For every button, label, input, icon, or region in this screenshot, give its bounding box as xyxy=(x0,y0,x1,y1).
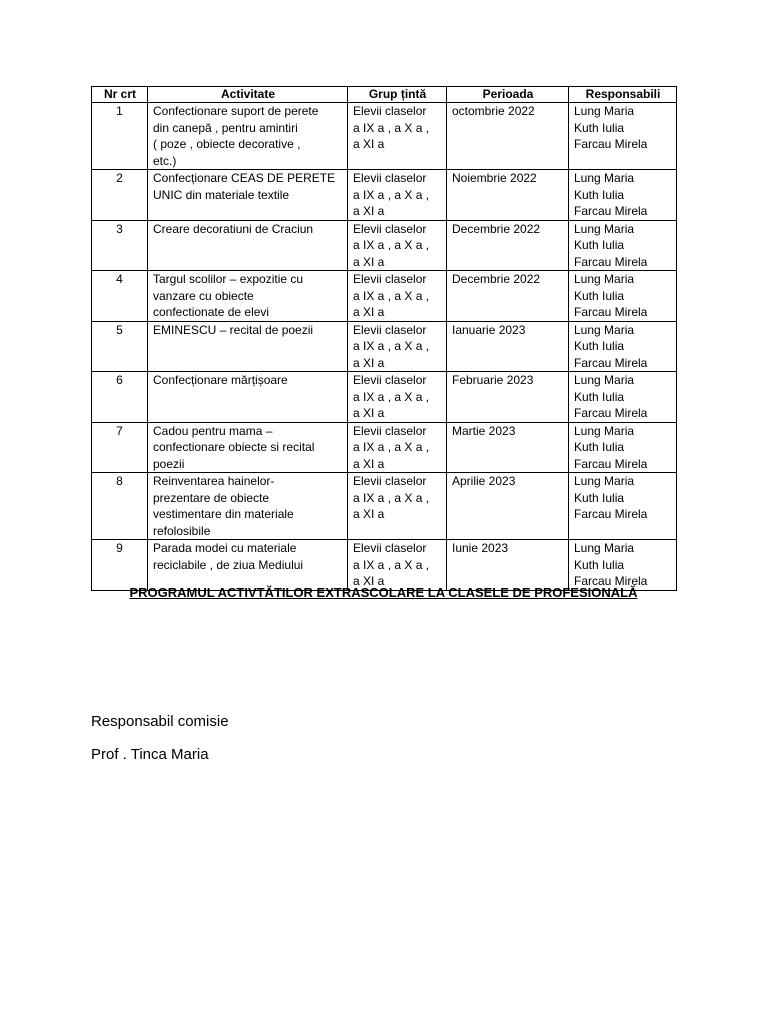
cell-grup-tinta xyxy=(348,103,447,170)
cell-grup-tinta xyxy=(348,473,447,540)
cell-grup-tinta-line: a IX a , a X a , xyxy=(353,389,430,404)
cell-responsabili-line: Lung Maria xyxy=(574,541,635,555)
cell-activitate-line: din canepă , pentru amintiri xyxy=(153,120,298,135)
cell-responsabili-line: Kuth Iulia xyxy=(574,440,625,454)
cell-responsabili-line: Lung Maria xyxy=(574,474,635,488)
table-row xyxy=(92,271,677,322)
cell-activitate-line: reciclabile , de ziua Mediului xyxy=(153,557,304,572)
cell-nr-crt: 8 xyxy=(92,473,148,540)
cell-perioada: Decembrie 2022 xyxy=(447,220,569,271)
cell-nr-crt: 5 xyxy=(92,321,148,372)
cell-responsabili-line: Kuth Iulia xyxy=(574,238,625,252)
cell-responsabili-line: Farcau Mirela xyxy=(574,137,648,151)
cell-responsabili xyxy=(569,220,677,271)
signature-block xyxy=(91,711,229,777)
cell-responsabili-line: Kuth Iulia xyxy=(574,557,625,572)
cell-grup-tinta-line: a IX a , a X a , xyxy=(353,238,430,252)
cell-activitate-line: Confecționare CEAS DE PERETE xyxy=(153,171,336,185)
signature-name: Prof . Tinca Maria xyxy=(91,746,209,763)
cell-responsabili-line: Kuth Iulia xyxy=(574,187,625,202)
cell-responsabili-line: Lung Maria xyxy=(574,322,635,337)
signature-role: Responsabil comisie xyxy=(91,713,229,730)
cell-responsabili-line: Farcau Mirela xyxy=(574,456,648,471)
page-title: PROGRAMUL ACTIVTĂTILOR EXTRASCOLARE LA CLASELE DE PROFESIONALĂ xyxy=(129,585,638,600)
cell-perioada: Martie 2023 xyxy=(447,422,569,473)
cell-nr-crt: 7 xyxy=(92,422,148,473)
cell-responsabili xyxy=(569,271,677,322)
cell-grup-tinta-line: Elevii claselor xyxy=(353,104,427,118)
cell-responsabili-line: Lung Maria xyxy=(574,221,635,236)
cell-responsabili-line: Farcau Mirela xyxy=(574,305,648,319)
cell-activitate-line: confectionate de elevi xyxy=(153,305,270,319)
cell-grup-tinta-line: Elevii claselor xyxy=(353,474,427,488)
table-row xyxy=(92,321,677,372)
cell-responsabili-line: Lung Maria xyxy=(574,104,635,118)
cell-responsabili-line: Farcau Mirela xyxy=(574,254,648,269)
header-grup-tinta: Grup țintă xyxy=(348,87,447,103)
cell-responsabili xyxy=(569,540,677,591)
cell-grup-tinta-line: a IX a , a X a , xyxy=(353,490,430,505)
cell-grup-tinta-line: a XI a xyxy=(353,137,385,151)
cell-responsabili xyxy=(569,473,677,540)
cell-grup-tinta xyxy=(348,372,447,423)
header-activitate: Activitate xyxy=(148,87,348,103)
cell-responsabili xyxy=(569,170,677,221)
cell-activitate xyxy=(148,271,348,322)
cell-activitate-line: prezentare de obiecte xyxy=(153,490,270,505)
cell-activitate-line: etc.) xyxy=(153,153,177,168)
cell-activitate-line: vestimentare din materiale xyxy=(153,507,294,521)
cell-activitate-line: EMINESCU – recital de poezii xyxy=(153,322,314,337)
cell-activitate-line: Targul scolilor – expozitie cu xyxy=(153,272,304,286)
cell-activitate-line: Cadou pentru mama – xyxy=(153,423,273,438)
cell-grup-tinta-line: Elevii claselor xyxy=(353,541,427,555)
cell-activitate-line: Reinventarea hainelor- xyxy=(153,474,275,488)
cell-grup-tinta xyxy=(348,540,447,591)
cell-grup-tinta-line: Elevii claselor xyxy=(353,423,427,438)
table-row xyxy=(92,372,677,423)
table-row xyxy=(92,540,677,591)
cell-activitate xyxy=(148,540,348,591)
cell-grup-tinta xyxy=(348,271,447,322)
table-row xyxy=(92,422,677,473)
cell-responsabili-line: Lung Maria xyxy=(574,373,635,387)
cell-grup-tinta-line: a IX a , a X a , xyxy=(353,339,430,353)
cell-responsabili xyxy=(569,321,677,372)
cell-responsabili xyxy=(569,422,677,473)
cell-perioada: Aprilie 2023 xyxy=(447,473,569,540)
cell-grup-tinta-line: Elevii claselor xyxy=(353,322,427,337)
header-responsabili: Responsabili xyxy=(569,87,677,103)
cell-perioada: octombrie 2022 xyxy=(447,103,569,170)
table-body xyxy=(92,103,677,591)
cell-nr-crt: 6 xyxy=(92,372,148,423)
cell-activitate xyxy=(148,170,348,221)
cell-grup-tinta-line: a XI a xyxy=(353,406,385,420)
cell-grup-tinta-line: a XI a xyxy=(353,456,385,471)
cell-perioada: Iunie 2023 xyxy=(447,540,569,591)
table-row xyxy=(92,220,677,271)
cell-activitate-line: Confecționare mărțișoare xyxy=(153,373,288,387)
cell-activitate xyxy=(148,422,348,473)
cell-grup-tinta-line: Elevii claselor xyxy=(353,221,427,236)
cell-responsabili-line: Kuth Iulia xyxy=(574,288,625,303)
cell-activitate-line: vanzare cu obiecte xyxy=(153,288,254,303)
cell-grup-tinta-line: a IX a , a X a , xyxy=(353,440,430,454)
cell-grup-tinta-line: a IX a , a X a , xyxy=(353,557,430,572)
cell-activitate-line: confectionare obiecte si recital xyxy=(153,440,315,454)
cell-activitate xyxy=(148,103,348,170)
cell-grup-tinta xyxy=(348,220,447,271)
cell-activitate-line: refolosibile xyxy=(153,523,211,538)
cell-responsabili-line: Kuth Iulia xyxy=(574,339,625,353)
cell-grup-tinta-line: a IX a , a X a , xyxy=(353,187,430,202)
cell-grup-tinta xyxy=(348,321,447,372)
cell-perioada: Noiembrie 2022 xyxy=(447,170,569,221)
cell-nr-crt: 4 xyxy=(92,271,148,322)
cell-responsabili xyxy=(569,372,677,423)
header-perioada: Perioada xyxy=(447,87,569,103)
cell-perioada: Decembrie 2022 xyxy=(447,271,569,322)
cell-activitate-line: poezii xyxy=(153,456,185,471)
table-row xyxy=(92,170,677,221)
cell-responsabili-line: Farcau Mirela xyxy=(574,406,648,420)
cell-activitate-line: Parada modei cu materiale xyxy=(153,541,297,555)
cell-perioada: Ianuarie 2023 xyxy=(447,321,569,372)
cell-grup-tinta-line: Elevii claselor xyxy=(353,171,427,185)
cell-responsabili-line: Lung Maria xyxy=(574,272,635,286)
cell-activitate-line: Creare decoratiuni de Craciun xyxy=(153,221,314,236)
cell-grup-tinta-line: a XI a xyxy=(353,355,385,370)
cell-grup-tinta-line: a IX a , a X a , xyxy=(353,120,430,135)
cell-nr-crt: 3 xyxy=(92,220,148,271)
cell-grup-tinta-line: a XI a xyxy=(353,254,385,269)
cell-grup-tinta-line: a XI a xyxy=(353,305,385,319)
cell-grup-tinta-line: a XI a xyxy=(353,507,385,521)
cell-activitate xyxy=(148,372,348,423)
cell-nr-crt: 1 xyxy=(92,103,148,170)
cell-responsabili-line: Lung Maria xyxy=(574,171,635,185)
header-nr-crt: Nr crt xyxy=(92,87,148,103)
cell-responsabili-line: Lung Maria xyxy=(574,423,635,438)
cell-grup-tinta xyxy=(348,170,447,221)
cell-activitate xyxy=(148,473,348,540)
cell-responsabili-line: Farcau Mirela xyxy=(574,507,648,521)
table-row xyxy=(92,473,677,540)
cell-grup-tinta-line: a XI a xyxy=(353,204,385,218)
cell-grup-tinta-line: a IX a , a X a , xyxy=(353,288,430,303)
cell-activitate-line: ( poze , obiecte decorative , xyxy=(153,137,301,151)
cell-responsabili-line: Kuth Iulia xyxy=(574,490,625,505)
cell-activitate xyxy=(148,321,348,372)
table-row xyxy=(92,103,677,170)
cell-nr-crt: 9 xyxy=(92,540,148,591)
cell-responsabili-line: Farcau Mirela xyxy=(574,204,648,218)
cell-responsabili-line: Kuth Iulia xyxy=(574,120,625,135)
cell-nr-crt: 2 xyxy=(92,170,148,221)
cell-grup-tinta-line: a XI a xyxy=(353,574,385,588)
cell-activitate-line: UNIC din materiale textile xyxy=(153,187,290,202)
cell-grup-tinta-line: Elevii claselor xyxy=(353,272,427,286)
cell-responsabili-line: Kuth Iulia xyxy=(574,389,625,404)
cell-responsabili xyxy=(569,103,677,170)
cell-activitate-line: Confectionare suport de perete xyxy=(153,104,319,118)
cell-activitate xyxy=(148,220,348,271)
cell-perioada: Februarie 2023 xyxy=(447,372,569,423)
table-header-row xyxy=(92,87,677,103)
cell-grup-tinta xyxy=(348,422,447,473)
cell-responsabili-line: Farcau Mirela xyxy=(574,574,648,588)
activities-table xyxy=(91,86,677,591)
cell-responsabili-line: Farcau Mirela xyxy=(574,355,648,370)
cell-grup-tinta-line: Elevii claselor xyxy=(353,373,427,387)
